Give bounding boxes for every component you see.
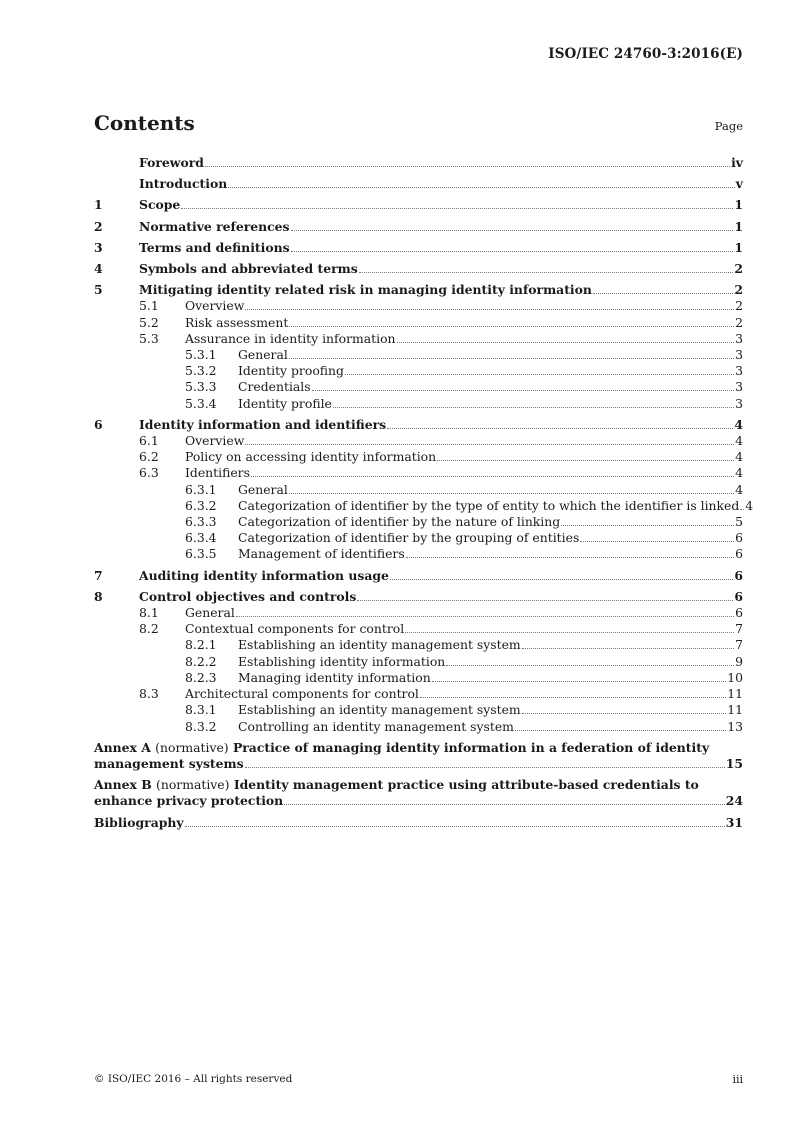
toc-entry-number: 8.3 xyxy=(139,686,159,702)
toc-entry-number: 6.3.2 xyxy=(185,497,217,513)
toc-entry[interactable] xyxy=(94,670,743,686)
toc-entry-page: 1 xyxy=(734,218,743,234)
toc-entry-text: Categorization of identifier by the grouping of entities xyxy=(238,530,580,546)
toc-entry-text: Scope xyxy=(139,197,181,213)
toc-entry-page: 2 xyxy=(735,314,743,330)
toc-entry-text: Establishing an identity management system xyxy=(238,702,521,718)
toc-entry-number: 6 xyxy=(94,416,103,432)
toc-group xyxy=(94,416,754,563)
toc-entry-page: 1 xyxy=(734,197,743,213)
toc-entry-number: 5 xyxy=(94,282,103,298)
toc-entry-page: 7 xyxy=(735,637,743,653)
toc-entry[interactable] xyxy=(94,331,743,347)
page-title: Contents xyxy=(94,111,195,135)
toc-entry[interactable] xyxy=(94,240,743,256)
toc-entry[interactable] xyxy=(94,379,743,395)
dot-leader xyxy=(245,767,725,768)
toc-entry-number: 8.2 xyxy=(139,621,159,637)
toc-entry[interactable] xyxy=(94,219,743,235)
annex-title-line2: management systems xyxy=(94,755,244,771)
toc-entry[interactable] xyxy=(94,433,743,449)
toc-entry-bibliography[interactable] xyxy=(94,815,743,831)
copyright-notice: © ISO/IEC 2016 – All rights reserved xyxy=(94,1073,293,1085)
toc-entry[interactable] xyxy=(94,197,743,213)
dot-leader xyxy=(561,525,734,526)
annex-b-entry[interactable] xyxy=(94,777,743,809)
toc-entry[interactable] xyxy=(94,637,743,653)
toc-entry-number: 5.3.1 xyxy=(185,347,217,363)
toc-entry-text: Categorization of identifier by the nature of linking xyxy=(238,514,561,530)
toc-entry[interactable] xyxy=(94,396,743,412)
toc-entry-number: 2 xyxy=(94,218,103,234)
dot-leader xyxy=(205,166,730,167)
toc-entry-page: 9 xyxy=(735,653,743,669)
toc-entry-text: Introduction xyxy=(139,176,228,192)
toc-entry-text: Normative references xyxy=(139,218,290,234)
dot-leader xyxy=(437,460,734,461)
toc-entry[interactable] xyxy=(94,621,743,637)
dot-leader xyxy=(289,326,734,327)
toc-entry-text: Establishing an identity management system xyxy=(238,637,521,653)
toc-group xyxy=(94,240,743,256)
toc-entry-page: 2 xyxy=(734,261,743,277)
toc-entry-number: 6.2 xyxy=(139,449,159,465)
document-identifier: ISO/IEC 24760-3:2016(E) xyxy=(548,46,743,62)
toc-entry[interactable] xyxy=(94,497,754,514)
toc-group xyxy=(94,176,743,192)
dot-leader xyxy=(185,826,725,827)
toc-entry-page: 6 xyxy=(735,530,743,546)
dot-leader xyxy=(432,681,727,682)
toc-entry-page: 4 xyxy=(735,449,743,465)
toc-entry-text: Categorization of identifier by the type of entity to which the identifier is linked xyxy=(238,497,740,513)
toc-entry[interactable] xyxy=(94,363,743,379)
toc-entry-text: Assurance in identity information xyxy=(185,330,396,346)
toc-entry-page: 7 xyxy=(735,621,743,637)
toc-entry-text: Overview xyxy=(185,433,245,449)
toc-entry-text: General xyxy=(238,347,288,363)
toc-entry-page: 2 xyxy=(735,298,743,314)
toc-group xyxy=(94,219,743,235)
toc-entry-number: 6.3 xyxy=(139,465,159,481)
dot-leader xyxy=(515,730,726,731)
toc-entry-text: Identity information and identifiers xyxy=(139,416,387,432)
toc-entry-text: Symbols and abbreviated terms xyxy=(139,261,358,277)
toc-group xyxy=(94,568,743,584)
toc-entry-page: iv xyxy=(731,155,743,170)
toc-entry-number: 5.1 xyxy=(139,298,159,314)
toc-entry-text: Establishing identity information xyxy=(238,653,446,669)
toc-entry-text: General xyxy=(185,605,235,621)
toc-entry-text: Mitigating identity related risk in managing identity information xyxy=(139,282,592,298)
toc-group xyxy=(94,261,743,277)
toc-entry-number: 6.1 xyxy=(139,433,159,449)
toc-entry[interactable] xyxy=(94,449,743,465)
dot-leader xyxy=(228,187,735,188)
toc-entry-number: 5.3.2 xyxy=(185,363,217,379)
dot-leader xyxy=(446,665,734,666)
toc-entry-text: General xyxy=(238,481,288,497)
toc-entry[interactable] xyxy=(94,282,743,298)
toc-entry[interactable] xyxy=(94,686,743,702)
toc-entry-page: 6 xyxy=(734,567,743,583)
toc-entry[interactable] xyxy=(94,589,743,605)
toc-entry-number: 6.3.5 xyxy=(185,546,217,562)
table-of-contents xyxy=(94,155,754,836)
toc-entry-text: Credentials xyxy=(238,379,311,395)
toc-entry-page: 6 xyxy=(734,588,743,604)
dot-leader xyxy=(593,293,733,294)
dot-leader xyxy=(236,616,734,617)
toc-entry-number: 8.1 xyxy=(139,605,159,621)
toc-entry-text: Policy on accessing identity information xyxy=(185,449,437,465)
toc-entry-page: 11 xyxy=(727,702,743,718)
toc-entry-number: 5.3.3 xyxy=(185,379,217,395)
annex-label: Annex A xyxy=(94,739,151,755)
annex-page-number: 24 xyxy=(725,793,743,809)
dot-leader xyxy=(406,557,734,558)
toc-group xyxy=(94,155,743,171)
toc-entry-text: Auditing identity information usage xyxy=(139,567,389,583)
dot-leader xyxy=(522,648,734,649)
toc-entry[interactable] xyxy=(94,298,743,314)
page-number: iii xyxy=(732,1073,743,1086)
toc-entry-page: 5 xyxy=(735,514,743,530)
dot-leader xyxy=(405,632,734,633)
dot-leader xyxy=(245,309,734,310)
toc-entry[interactable] xyxy=(94,417,743,433)
toc-entry-text: Terms and definitions xyxy=(139,239,290,255)
toc-entry-page: 4 xyxy=(735,433,743,449)
toc-entry-text: Management of identifiers xyxy=(238,546,405,562)
toc-entry-number: 7 xyxy=(94,567,103,583)
toc-entry-page: 3 xyxy=(735,395,743,411)
annex-title-line1: Identity management practice using attribute-based credentials to xyxy=(233,777,699,793)
toc-entry[interactable] xyxy=(94,702,743,718)
toc-entry[interactable] xyxy=(94,546,743,562)
toc-entry-page: 3 xyxy=(735,363,743,379)
toc-entry[interactable] xyxy=(94,155,743,171)
toc-entry-page: 6 xyxy=(735,546,743,562)
toc-entry-page: 1 xyxy=(734,239,743,255)
annex-type: (normative) xyxy=(156,777,230,793)
toc-entry-number: 8.3.1 xyxy=(185,702,217,718)
toc-entry-number: 8.2.1 xyxy=(185,637,217,653)
dot-leader xyxy=(357,600,733,601)
toc-entry-number: 8.2.2 xyxy=(185,653,217,669)
toc-entry-text: Controlling an identity management system xyxy=(238,718,514,734)
dot-leader xyxy=(284,804,725,805)
dot-leader xyxy=(359,272,734,273)
toc-entry[interactable] xyxy=(94,568,743,584)
toc-entry-text: Foreword xyxy=(139,155,204,170)
toc-group xyxy=(94,197,743,213)
toc-entry[interactable] xyxy=(94,605,743,621)
toc-entry-page: 3 xyxy=(735,330,743,346)
dot-leader xyxy=(522,713,727,714)
annex-a-entry[interactable] xyxy=(94,740,743,772)
toc-entry-text: Risk assessment xyxy=(185,314,289,330)
toc-entry-page: 4 xyxy=(734,416,743,432)
page-column-label: Page xyxy=(714,119,743,133)
toc-entry[interactable] xyxy=(94,315,743,331)
toc-entry-number: 4 xyxy=(94,261,103,277)
annex-title-line1: Practice of managing identity information in a federation of identity xyxy=(232,739,710,755)
toc-entry-text: Contextual components for control xyxy=(185,621,405,637)
toc-entry-number: 3 xyxy=(94,239,103,255)
toc-entry-number: 5.3 xyxy=(139,330,159,346)
toc-entry-page: v xyxy=(735,176,743,192)
dot-leader xyxy=(251,476,734,477)
toc-entry-text: Identity profile xyxy=(238,395,332,411)
toc-entry-page: 10 xyxy=(727,669,743,685)
toc-group xyxy=(94,589,743,735)
dot-leader xyxy=(245,444,734,445)
dot-leader xyxy=(333,407,734,408)
toc-entry-text: Identifiers xyxy=(185,465,250,481)
toc-entry-number: 6.3.1 xyxy=(185,481,217,497)
dot-leader xyxy=(289,493,734,494)
toc-entry[interactable] xyxy=(94,514,743,530)
dot-leader xyxy=(387,428,733,429)
dot-leader xyxy=(580,541,734,542)
toc-entry[interactable] xyxy=(94,347,743,363)
dot-leader xyxy=(397,342,735,343)
toc-entry[interactable] xyxy=(94,176,743,192)
annex-page-number: 15 xyxy=(725,755,743,771)
toc-entry-number: 8.2.3 xyxy=(185,669,217,685)
toc-entry[interactable] xyxy=(94,719,743,735)
toc-entry-text: Overview xyxy=(185,298,245,314)
dot-leader xyxy=(291,230,734,231)
toc-entry-text: Control objectives and controls xyxy=(139,588,357,604)
toc-entry-page: 4 xyxy=(735,481,743,497)
toc-entry-page: 31 xyxy=(725,814,743,830)
dot-leader xyxy=(420,697,726,698)
dot-leader xyxy=(390,579,733,580)
toc-entry-page: 4 xyxy=(735,465,743,481)
toc-entry-page: 11 xyxy=(727,686,743,702)
toc-entry[interactable] xyxy=(94,530,743,546)
toc-entry-page: 2 xyxy=(734,282,743,298)
toc-entry-page: 3 xyxy=(735,379,743,395)
annex-type: (normative) xyxy=(155,739,229,755)
toc-entry-number: 6.3.4 xyxy=(185,530,217,546)
dot-leader xyxy=(289,358,734,359)
toc-entry-page: 4 xyxy=(745,497,754,513)
toc-entry[interactable] xyxy=(94,261,743,277)
annex-label: Annex B xyxy=(94,777,152,793)
toc-entry-text: Managing identity information xyxy=(238,669,431,685)
toc-entry-number: 8.3.2 xyxy=(185,718,217,734)
toc-entry-number: 5.3.4 xyxy=(185,395,217,411)
toc-entry-page: 13 xyxy=(727,718,743,734)
dot-leader xyxy=(291,251,734,252)
toc-entry-text: Bibliography xyxy=(94,814,184,830)
toc-entry[interactable] xyxy=(94,465,743,481)
toc-entry-number: 6.3.3 xyxy=(185,514,217,530)
annex-title-line2: enhance privacy protection xyxy=(94,793,284,809)
dot-leader xyxy=(345,374,734,375)
toc-entry[interactable] xyxy=(94,482,743,498)
toc-entry-text: Architectural components for control xyxy=(185,686,419,702)
toc-entry-number: 1 xyxy=(94,197,103,213)
dot-leader xyxy=(181,208,733,209)
toc-group xyxy=(94,282,743,412)
dot-leader xyxy=(740,509,744,510)
toc-entry-number: 5.2 xyxy=(139,314,159,330)
toc-entry-page: 6 xyxy=(735,605,743,621)
toc-entry-number: 8 xyxy=(94,588,103,604)
toc-entry-text: Identity proofing xyxy=(238,363,344,379)
toc-entry[interactable] xyxy=(94,654,743,670)
dot-leader xyxy=(312,390,734,391)
toc-entry-page: 3 xyxy=(735,347,743,363)
